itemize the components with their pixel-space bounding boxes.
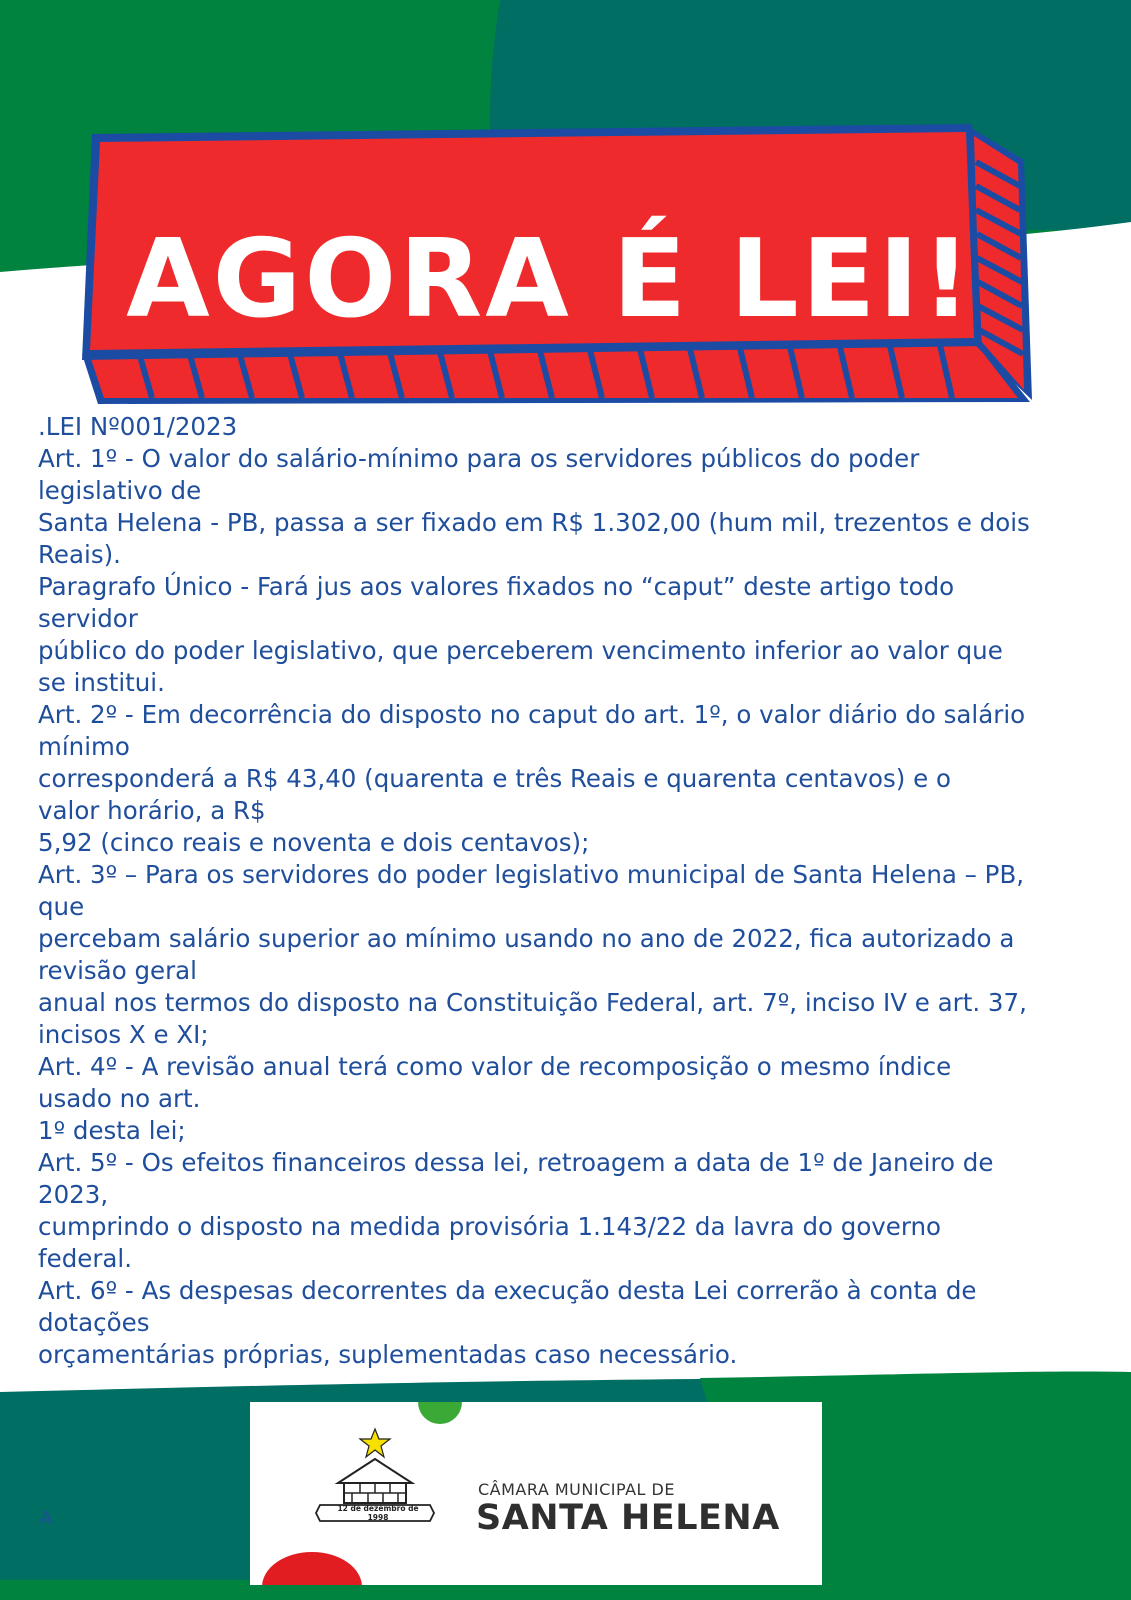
law-line: anual nos termos do disposto na Constituição Federal, art. 7º, inciso IV e art. 37, [38, 988, 1027, 1017]
logo-green-accent [418, 1402, 462, 1424]
star-icon [360, 1429, 390, 1457]
law-line: Art. 4º - A revisão anual terá como valor de recomposição o mesmo índice [38, 1052, 952, 1081]
law-line: revisão geral [38, 956, 197, 985]
law-line: legislativo de [38, 476, 202, 505]
law-line: dotações [38, 1308, 150, 1337]
law-line: Reais). [38, 540, 121, 569]
camara-label: CÂMARA MUNICIPAL DE [478, 1480, 675, 1499]
law-line: se institui. [38, 668, 165, 697]
law-line: Art. 5º - Os efeitos financeiros dessa lei, retroagem a data de 1º de Janeiro de [38, 1148, 994, 1177]
law-line: cumprindo o disposto na medida provisória 1.143/22 da lavra do governo [38, 1212, 942, 1241]
logo-red-accent [262, 1552, 362, 1585]
city-name: SANTA HELENA [476, 1498, 780, 1538]
law-line: mínimo [38, 732, 130, 761]
law-line: Art. 3º – Para os servidores do poder legislativo municipal de Santa Helena – PB, [38, 860, 1025, 889]
law-line: 2023, [38, 1180, 109, 1209]
law-line: que [38, 892, 85, 921]
law-number: .LEI Nº001/2023 [38, 412, 238, 441]
law-line: Art. 1º - O valor do salário-mínimo para os servidores públicos do poder [38, 444, 920, 473]
corner-mark: A [40, 1508, 53, 1529]
law-line: servidor [38, 604, 138, 633]
law-line: Art. 6º - As despesas decorrentes da execução desta Lei correrão à conta de [38, 1276, 977, 1305]
law-line: orçamentárias próprias, suplementadas caso necessário. [38, 1340, 738, 1369]
law-text [38, 411, 1098, 1371]
law-line: valor horário, a R$ [38, 796, 266, 825]
law-line: Santa Helena - PB, passa a ser fixado em R$ 1.302,00 (hum mil, trezentos e dois [38, 508, 1030, 537]
camara-logo-card [250, 1402, 822, 1585]
crest-roof [338, 1459, 412, 1483]
law-line: 1º desta lei; [38, 1116, 186, 1145]
law-line: público do poder legislativo, que perceberem vencimento inferior ao valor que [38, 636, 1003, 665]
law-line: corresponderá a R$ 43,40 (quarenta e três Reais e quarenta centavos) e o [38, 764, 951, 793]
law-line: federal. [38, 1244, 133, 1273]
law-line: percebam salário superior ao mínimo usando no ano de 2022, fica autorizado a [38, 924, 1015, 953]
law-line: Paragrafo Único - Fará jus aos valores fixados no “caput” deste artigo todo [38, 572, 955, 601]
crest-date: 12 de dezembro de 1998 [337, 1504, 419, 1522]
headline-title: AGORA É LEI! [126, 216, 974, 342]
law-line: Art. 2º - Em decorrência do disposto no caput do art. 1º, o valor diário do salário [38, 700, 1026, 729]
headline-banner [80, 124, 1040, 414]
law-line: 5,92 (cinco reais e noventa e dois centavos); [38, 828, 590, 857]
law-line: incisos X e XI; [38, 1020, 209, 1049]
law-line: usado no art. [38, 1084, 201, 1113]
